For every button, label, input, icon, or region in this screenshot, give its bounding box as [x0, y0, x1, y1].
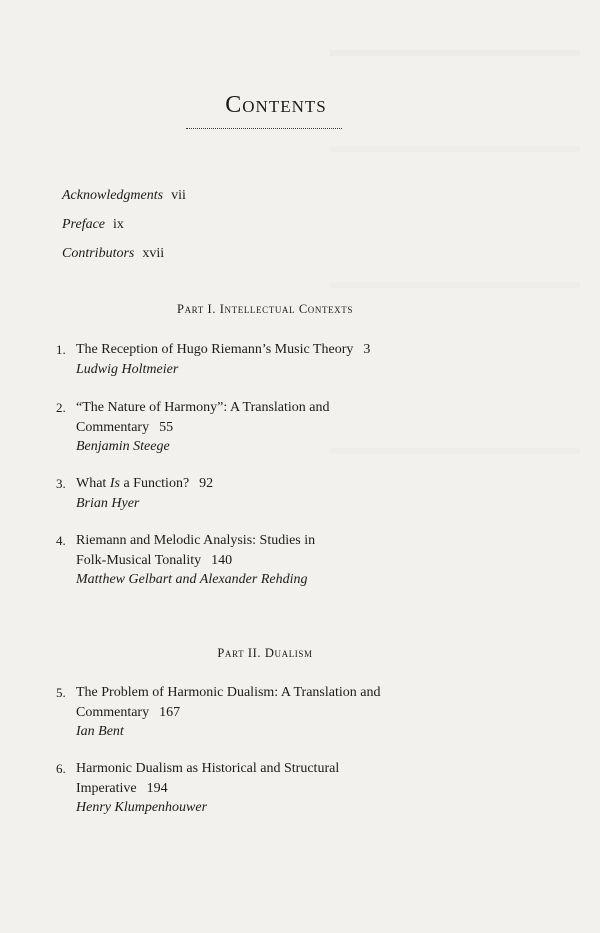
chapter-number: 5. — [56, 685, 66, 700]
front-matter-item — [62, 186, 186, 215]
title-dotted-rule — [186, 128, 342, 129]
part-heading: Part II. Dualism — [217, 646, 313, 660]
chapter-number: 6. — [56, 761, 66, 776]
front-matter-label: Acknowledgments — [62, 188, 164, 203]
chapter-entry — [56, 531, 496, 590]
chapter-title-line: Harmonic Dualism as Historical and Structural — [76, 761, 340, 776]
chapter-author: Benjamin Steege — [76, 439, 170, 454]
front-matter-page: vii — [171, 188, 186, 203]
chapter-title-line: Commentary 55 — [76, 419, 174, 435]
chapter-title-line: Riemann and Melodic Analysis: Studies in — [76, 533, 316, 548]
chapter-number: 2. — [56, 400, 66, 415]
chapter-author: Matthew Gelbart and Alexander Rehding — [76, 572, 308, 587]
chapter-entry — [56, 759, 496, 818]
chapter-author: Brian Hyer — [76, 495, 140, 511]
chapter-page: 194 — [146, 780, 168, 796]
chapter-number: 3. — [56, 476, 66, 491]
chapter-author: Ludwig Holtmeier — [76, 361, 179, 377]
chapter-entry — [56, 340, 496, 379]
chapter-entry — [56, 474, 496, 513]
front-matter-page: xvii — [142, 246, 165, 261]
chapter-entry — [56, 398, 496, 457]
chapter-entry — [56, 683, 496, 742]
chapter-number: 4. — [56, 533, 66, 548]
part-heading: Part I. Intellectual Contexts — [177, 302, 353, 316]
front-matter-page: ix — [113, 217, 124, 232]
chapter-title-line: “The Nature of Harmony”: A Translation and — [76, 400, 330, 415]
chapter-title-line: The Reception of Hugo Riemann’s Music Theory 3 — [76, 342, 371, 357]
chapter-title-line: Commentary 167 — [76, 704, 181, 720]
chapter-number: 1. — [56, 342, 66, 357]
chapter-title-line: Folk-Musical Tonality 140 — [76, 552, 233, 568]
bleed-through-text — [330, 40, 580, 740]
front-matter-label: Preface — [62, 217, 106, 232]
front-matter-item — [62, 244, 186, 273]
chapter-page: 167 — [159, 704, 181, 720]
chapter-page: 55 — [159, 419, 174, 435]
front-matter-item — [62, 215, 186, 244]
page-title: Contents — [225, 92, 327, 118]
page-edge-mark — [509, 8, 512, 20]
chapter-title-line: What Is a Function? 92 — [76, 476, 214, 491]
front-matter-label: Contributors — [62, 246, 135, 261]
chapter-title-line: Imperative 194 — [76, 780, 168, 796]
chapter-page: 140 — [211, 552, 233, 568]
chapter-page: 92 — [199, 476, 214, 491]
front-matter-list — [62, 186, 186, 273]
chapter-page: 3 — [363, 342, 371, 357]
chapter-title-line: The Problem of Harmonic Dualism: A Translation and — [76, 685, 381, 700]
chapter-author: Ian Bent — [76, 724, 124, 739]
chapter-author: Henry Klumpenhouwer — [76, 800, 208, 815]
